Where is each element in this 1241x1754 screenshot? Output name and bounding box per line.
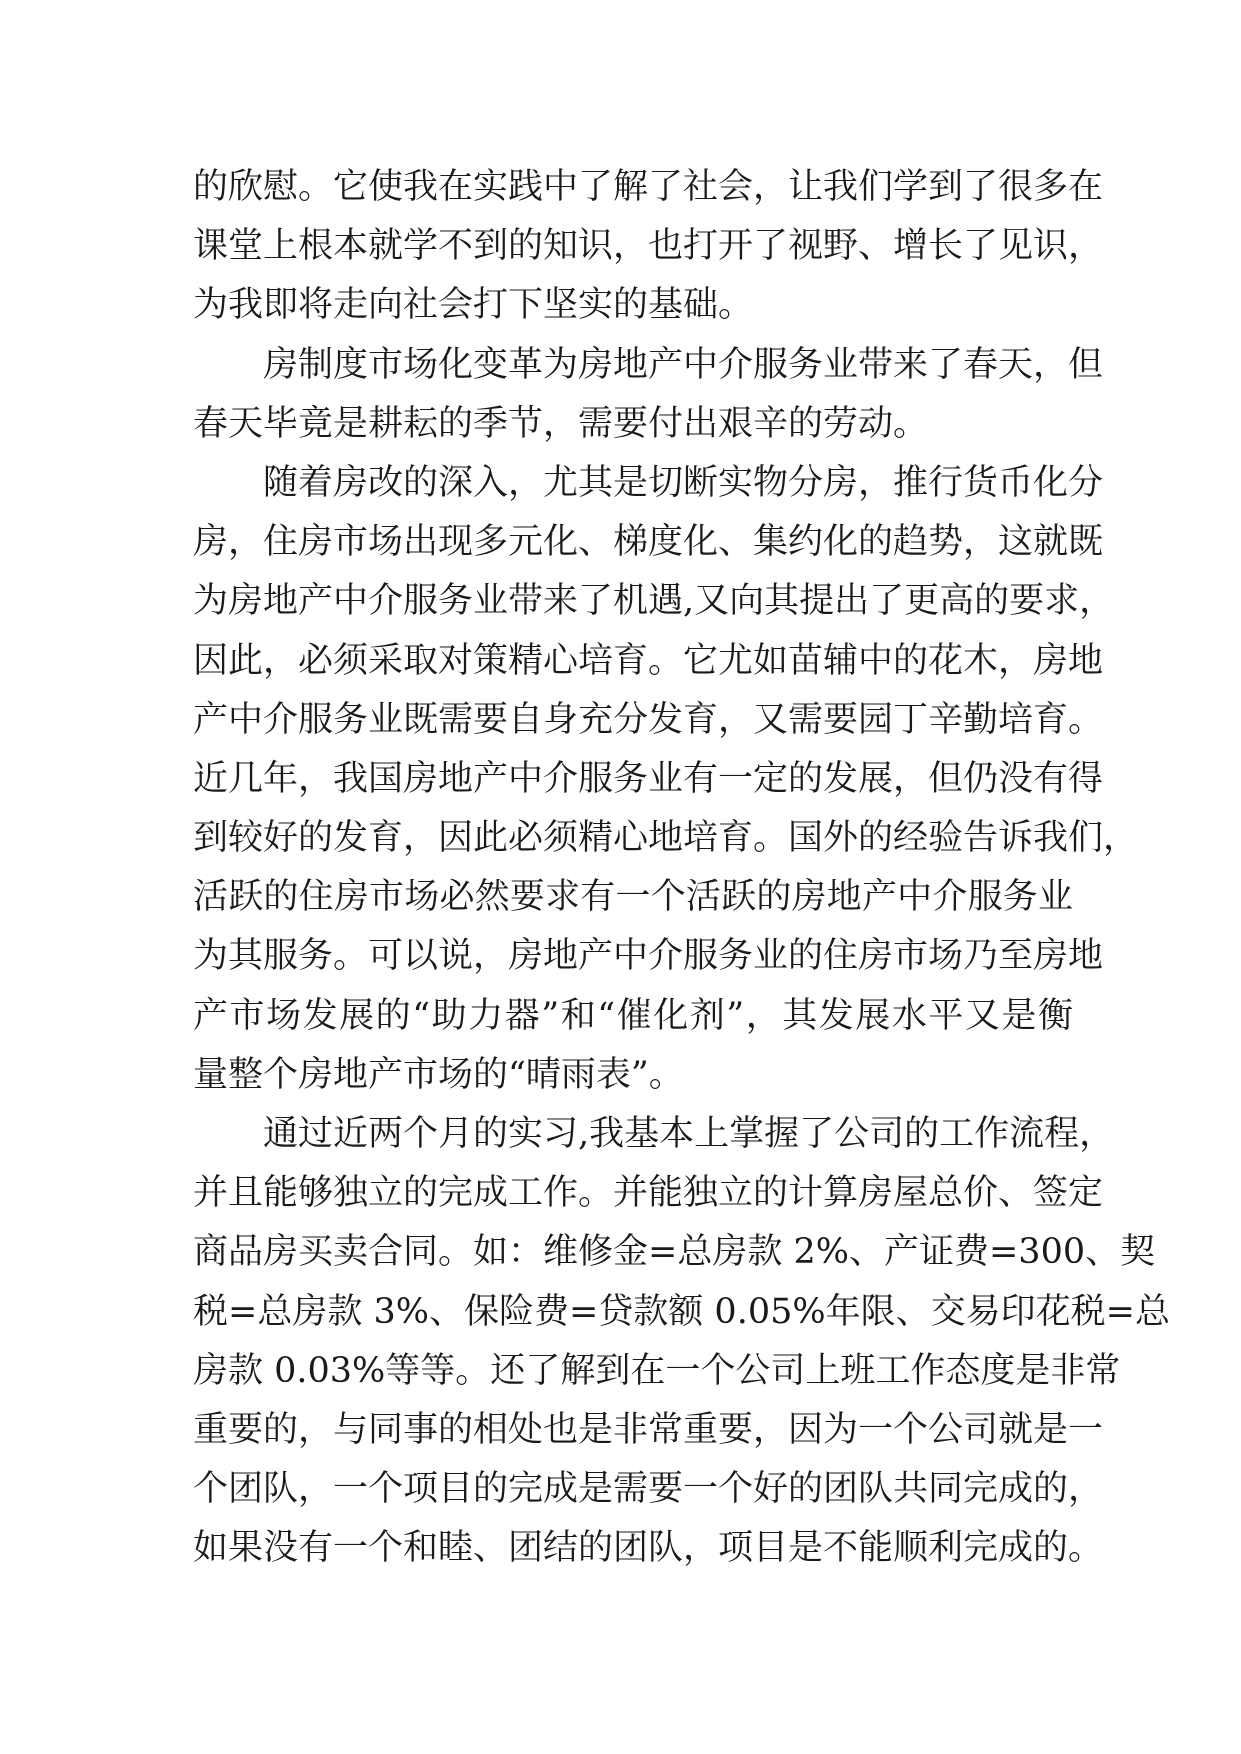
text-line: 活跃的住房市场必然要求有一个活跃的房地产中介服务业 (193, 877, 1073, 918)
text-line: 并且能够独立的完成工作。并能独立的计算房屋总价、签定 (193, 1173, 1104, 1214)
text-line: 个团队，一个项目的完成是需要一个好的团队共同完成的， (193, 1469, 1104, 1510)
text-line: 税=总房款 3%、保险费=贷款额 0.05%年限、交易印花税=总 (193, 1291, 1170, 1332)
document-body (193, 158, 1170, 1579)
text-line: 通过近两个月的实习,我基本上掌握了公司的工作流程， (263, 1114, 1115, 1154)
text-line: 课堂上根本就学不到的知识，也打开了视野、增长了见识， (193, 226, 1104, 267)
text-line: 房款 0.03%等等。还了解到在一个公司上班工作态度是非常 (193, 1350, 1121, 1391)
text-line: 产中介服务业既需要自身充分发育，又需要园丁辛勤培育。 (193, 699, 1104, 740)
text-line: 到较好的发育，因此必须精心地培育。国外的经验告诉我们， (193, 818, 1139, 859)
text-line: 为我即将走向社会打下坚实的基础。 (193, 285, 754, 326)
text-line: 如果没有一个和睦、团结的团队，项目是不能顺利完成的。 (193, 1528, 1104, 1569)
text-line: 近几年，我国房地产中介服务业有一定的发展，但仍没有得 (193, 758, 1104, 799)
text-line: 为房地产中介服务业带来了机遇,又向其提出了更高的要求， (193, 581, 1115, 622)
text-line: 为其服务。可以说，房地产中介服务业的住房市场乃至房地 (193, 936, 1104, 977)
text-line: 重要的，与同事的相处也是非常重要，因为一个公司就是一 (193, 1409, 1104, 1450)
text-line: 因此，必须采取对策精心培育。它尤如苗辅中的花木，房地 (193, 640, 1104, 681)
text-line: 商品房买卖合同。如：维修金=总房款 2%、产证费=300、契 (193, 1232, 1156, 1273)
text-line: 房，住房市场出现多元化、梯度化、集约化的趋势，这就既 (193, 522, 1104, 563)
text-line: 春天毕竟是耕耘的季节，需要付出艰辛的劳动。 (193, 403, 929, 444)
text-line: 产市场发展的“助力器”和“催化剂”，其发展水平又是衡 (193, 995, 1073, 1036)
text-line: 随着房改的深入，尤其是切断实物分房，推行货币化分 (263, 462, 1104, 503)
text-line: 的欣慰。它使我在实践中了解了社会，让我们学到了很多在 (193, 167, 1104, 207)
text-line: 房制度市场化变革为房地产中介服务业带来了春天，但 (263, 344, 1104, 385)
text-line: 量整个房地产市场的“晴雨表”。 (193, 1054, 684, 1095)
